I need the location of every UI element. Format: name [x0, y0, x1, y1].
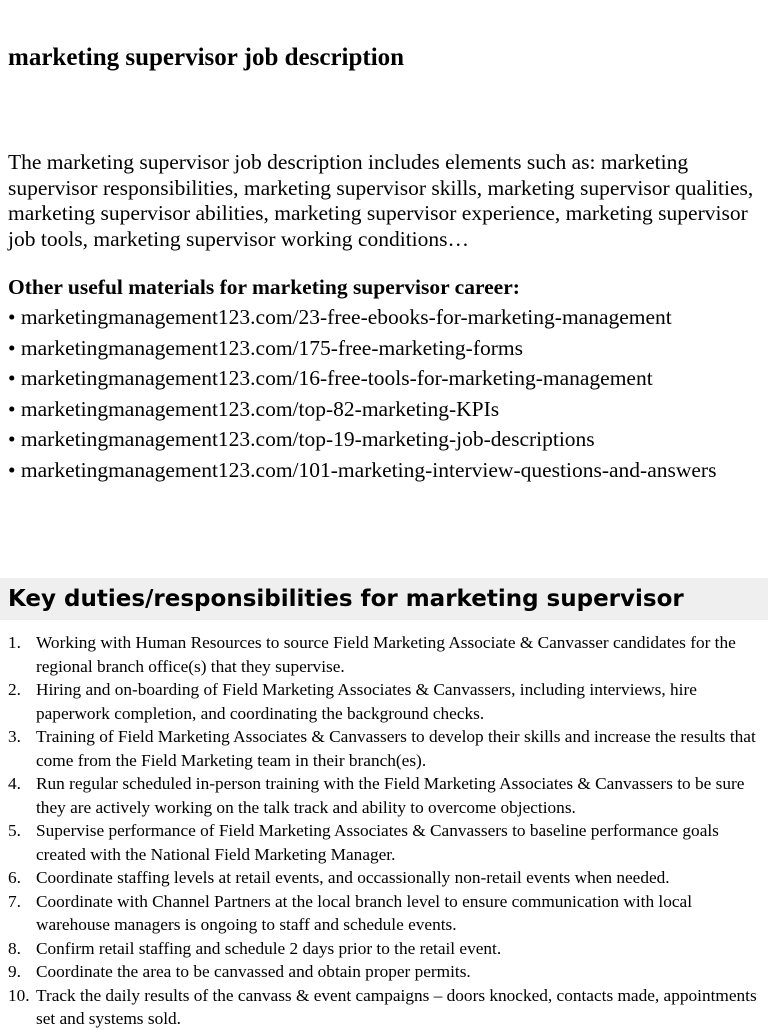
bullet-icon: • [8, 335, 16, 360]
duty-number: 7. [8, 891, 21, 911]
materials-list-item [8, 366, 766, 392]
material-link[interactable]: marketingmanagement123.com/top-19-marketing-job-descriptions [20, 427, 595, 451]
duty-text: Working with Human Resources to source Field Marketing Associate & Canvasser candidates for the regional branch office(s) that they supervise. [36, 633, 736, 676]
duties-list [0, 631, 768, 1031]
duty-item [0, 890, 768, 937]
materials-list-item [8, 397, 766, 423]
bullet-icon: • [8, 427, 16, 451]
duty-number: 8. [8, 938, 21, 958]
materials-list-item [8, 305, 766, 331]
duty-text: Track the daily results of the canvass & event campaigns – doors knocked, contacts made, appointments set and systems sold. [36, 985, 757, 1028]
materials-list-item [8, 336, 766, 362]
duty-item [0, 631, 768, 678]
bullet-icon: • [8, 457, 16, 482]
duty-item [0, 937, 768, 961]
duty-item [0, 866, 768, 890]
duty-number: 10. [8, 985, 30, 1005]
duty-number: 2. [8, 680, 21, 699]
material-link[interactable]: marketingmanagement123.com/top-82-marketing-KPIs [20, 396, 500, 421]
duty-item [0, 678, 768, 725]
duty-text: Coordinate staffing levels at retail events, and occassionally non-retail events when needed. [36, 868, 670, 887]
materials-list-item [8, 427, 766, 453]
material-link[interactable]: marketingmanagement123.com/101-marketing-interview-questions-and-answers [20, 457, 717, 482]
duty-text: Hiring and on-boarding of Field Marketing Associates & Canvassers, including interviews, hire paperwork completion, and coordinating the background checks. [36, 680, 697, 723]
page-title: marketing supervisor job description [8, 44, 405, 71]
duty-text: Run regular scheduled in-person training with the Field Marketing Associates & Canvassers to be sure they are actively working on the talk track and ability to overcome objections. [36, 774, 745, 817]
duty-item [0, 960, 768, 984]
duty-number: 5. [8, 821, 21, 840]
duty-number: 3. [8, 727, 21, 746]
material-link[interactable]: marketingmanagement123.com/23-free-ebooks-for-marketing-management [20, 305, 672, 329]
materials-list [8, 305, 766, 488]
duties-heading: Key duties/responsibilities for marketing supervisor [8, 586, 684, 612]
intro-paragraph: The marketing supervisor job description includes elements such as: marketing supervisor responsibilities, marketing supervisor skills, marketing supervisor qualities, marketing supervisor abilities, marketing supervisor experience, marketing supervisor job tools, marketing supervisor working conditions… [8, 150, 754, 251]
material-link[interactable]: marketingmanagement123.com/175-free-marketing-forms [20, 335, 523, 360]
duty-number: 9. [8, 962, 21, 981]
duty-number: 1. [8, 633, 21, 652]
bullet-icon: • [8, 396, 16, 421]
duty-number: 4. [8, 774, 21, 793]
duty-text: Coordinate the area to be canvassed and obtain proper permits. [36, 962, 471, 981]
duty-item [0, 725, 768, 772]
bullet-icon: • [8, 305, 16, 329]
duty-text: Coordinate with Channel Partners at the local branch level to ensure communication with local warehouse managers is ongoing to staff and schedule events. [36, 891, 693, 934]
duty-number: 6. [8, 868, 21, 887]
duty-text: Confirm retail staffing and schedule 2 days prior to the retail event. [36, 938, 502, 958]
duty-item [0, 772, 768, 819]
duties-section-banner [0, 578, 768, 620]
duty-text: Training of Field Marketing Associates & Canvassers to develop their skills and increase the results that come from the Field Marketing team in their branch(es). [36, 727, 756, 770]
material-link[interactable]: marketingmanagement123.com/16-free-tools-for-marketing-management [20, 366, 653, 390]
duty-item [0, 819, 768, 866]
materials-list-item [8, 458, 766, 484]
bullet-icon: • [8, 366, 16, 390]
duty-text: Supervise performance of Field Marketing Associates & Canvassers to baseline performance goals created with the National Field Marketing Manager. [36, 821, 719, 864]
materials-heading: Other useful materials for marketing supervisor career: [8, 275, 520, 299]
duty-item [0, 984, 768, 1031]
